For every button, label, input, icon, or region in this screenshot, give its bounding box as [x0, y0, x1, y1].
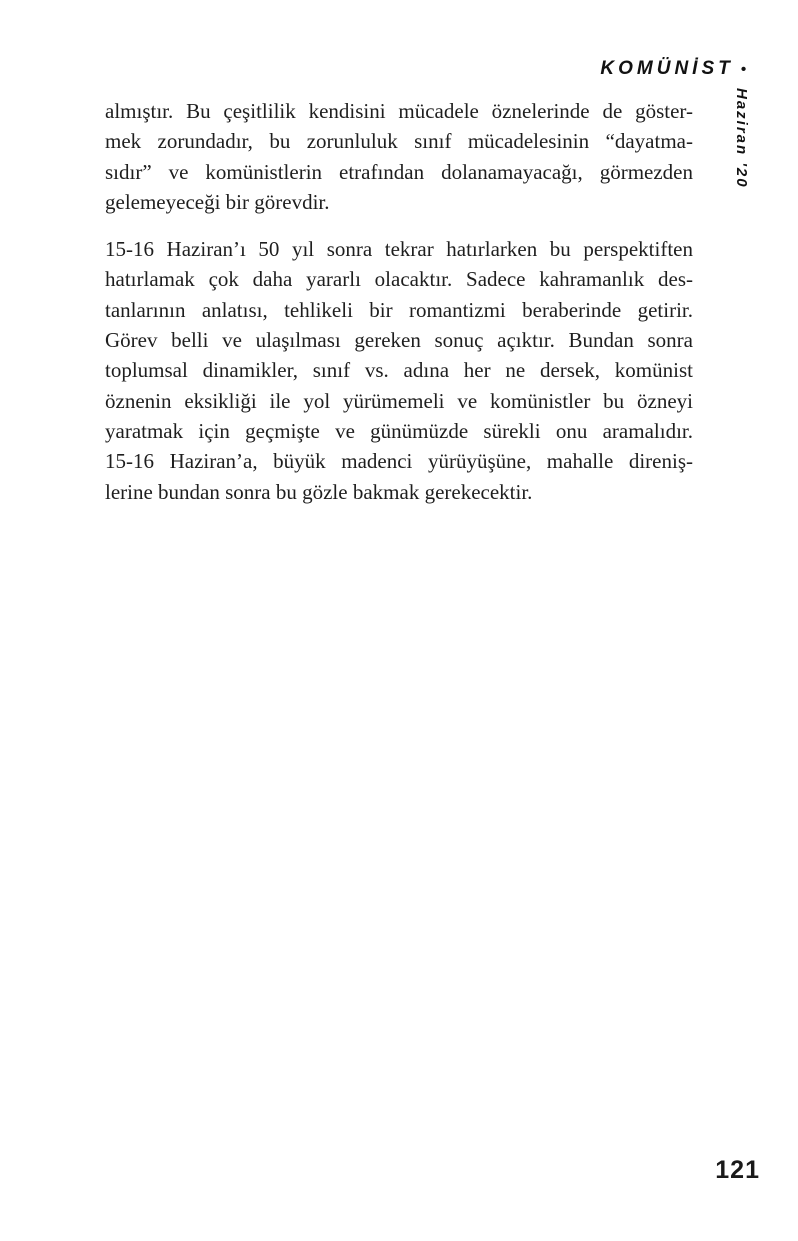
text-line: lerine bundan sonra bu gözle bakmak gerekecektir.	[105, 479, 533, 504]
text-line: toplumsal dinamikler, sınıf vs. adına her ne dersek, komünist	[105, 358, 693, 383]
text-line: 15-16 Haziran’ı 50 yıl sonra tekrar hatırlarken bu perspektiften	[105, 237, 693, 262]
bullet-separator: •	[740, 60, 746, 78]
text-line: tanlarının anlatısı, tehlikeli bir romantizmi beraberinde getirir.	[105, 297, 693, 322]
text-line: Görev belli ve ulaşılması gereken sonuç açıktır. Bundan sonra	[105, 328, 693, 353]
running-header	[600, 58, 746, 80]
text-line: mek zorundadır, bu zorunluluk sınıf mücadelesinin “dayatma-	[105, 129, 693, 154]
text-line: almıştır. Bu çeşitlilik kendisini mücadele öznelerinde de göster-	[105, 99, 693, 123]
page-number: 121	[715, 1156, 760, 1184]
text-line: gelemeyeceği bir görevdir.	[105, 189, 330, 214]
paragraph	[105, 234, 693, 507]
paragraph	[105, 96, 693, 217]
journal-title: KOMÜNİST	[600, 58, 734, 79]
text-line: hatırlamak çok daha yararlı olacaktır. Sadece kahramanlık des-	[105, 267, 693, 292]
text-line: yaratmak için geçmişte ve günümüzde sürekli onu aramalıdır.	[105, 418, 693, 443]
text-line: öznenin eksikliği ile yol yürümemeli ve komünistler bu özneyi	[105, 388, 693, 413]
issue-label-vertical: Haziran '20	[733, 88, 750, 189]
text-line: sıdır” ve komünistlerin etrafından dolanamayacağı, görmezden	[105, 159, 693, 184]
text-line: 15-16 Haziran’a, büyük madenci yürüyüşüne, mahalle direniş-	[105, 449, 693, 474]
body-text	[105, 96, 693, 524]
